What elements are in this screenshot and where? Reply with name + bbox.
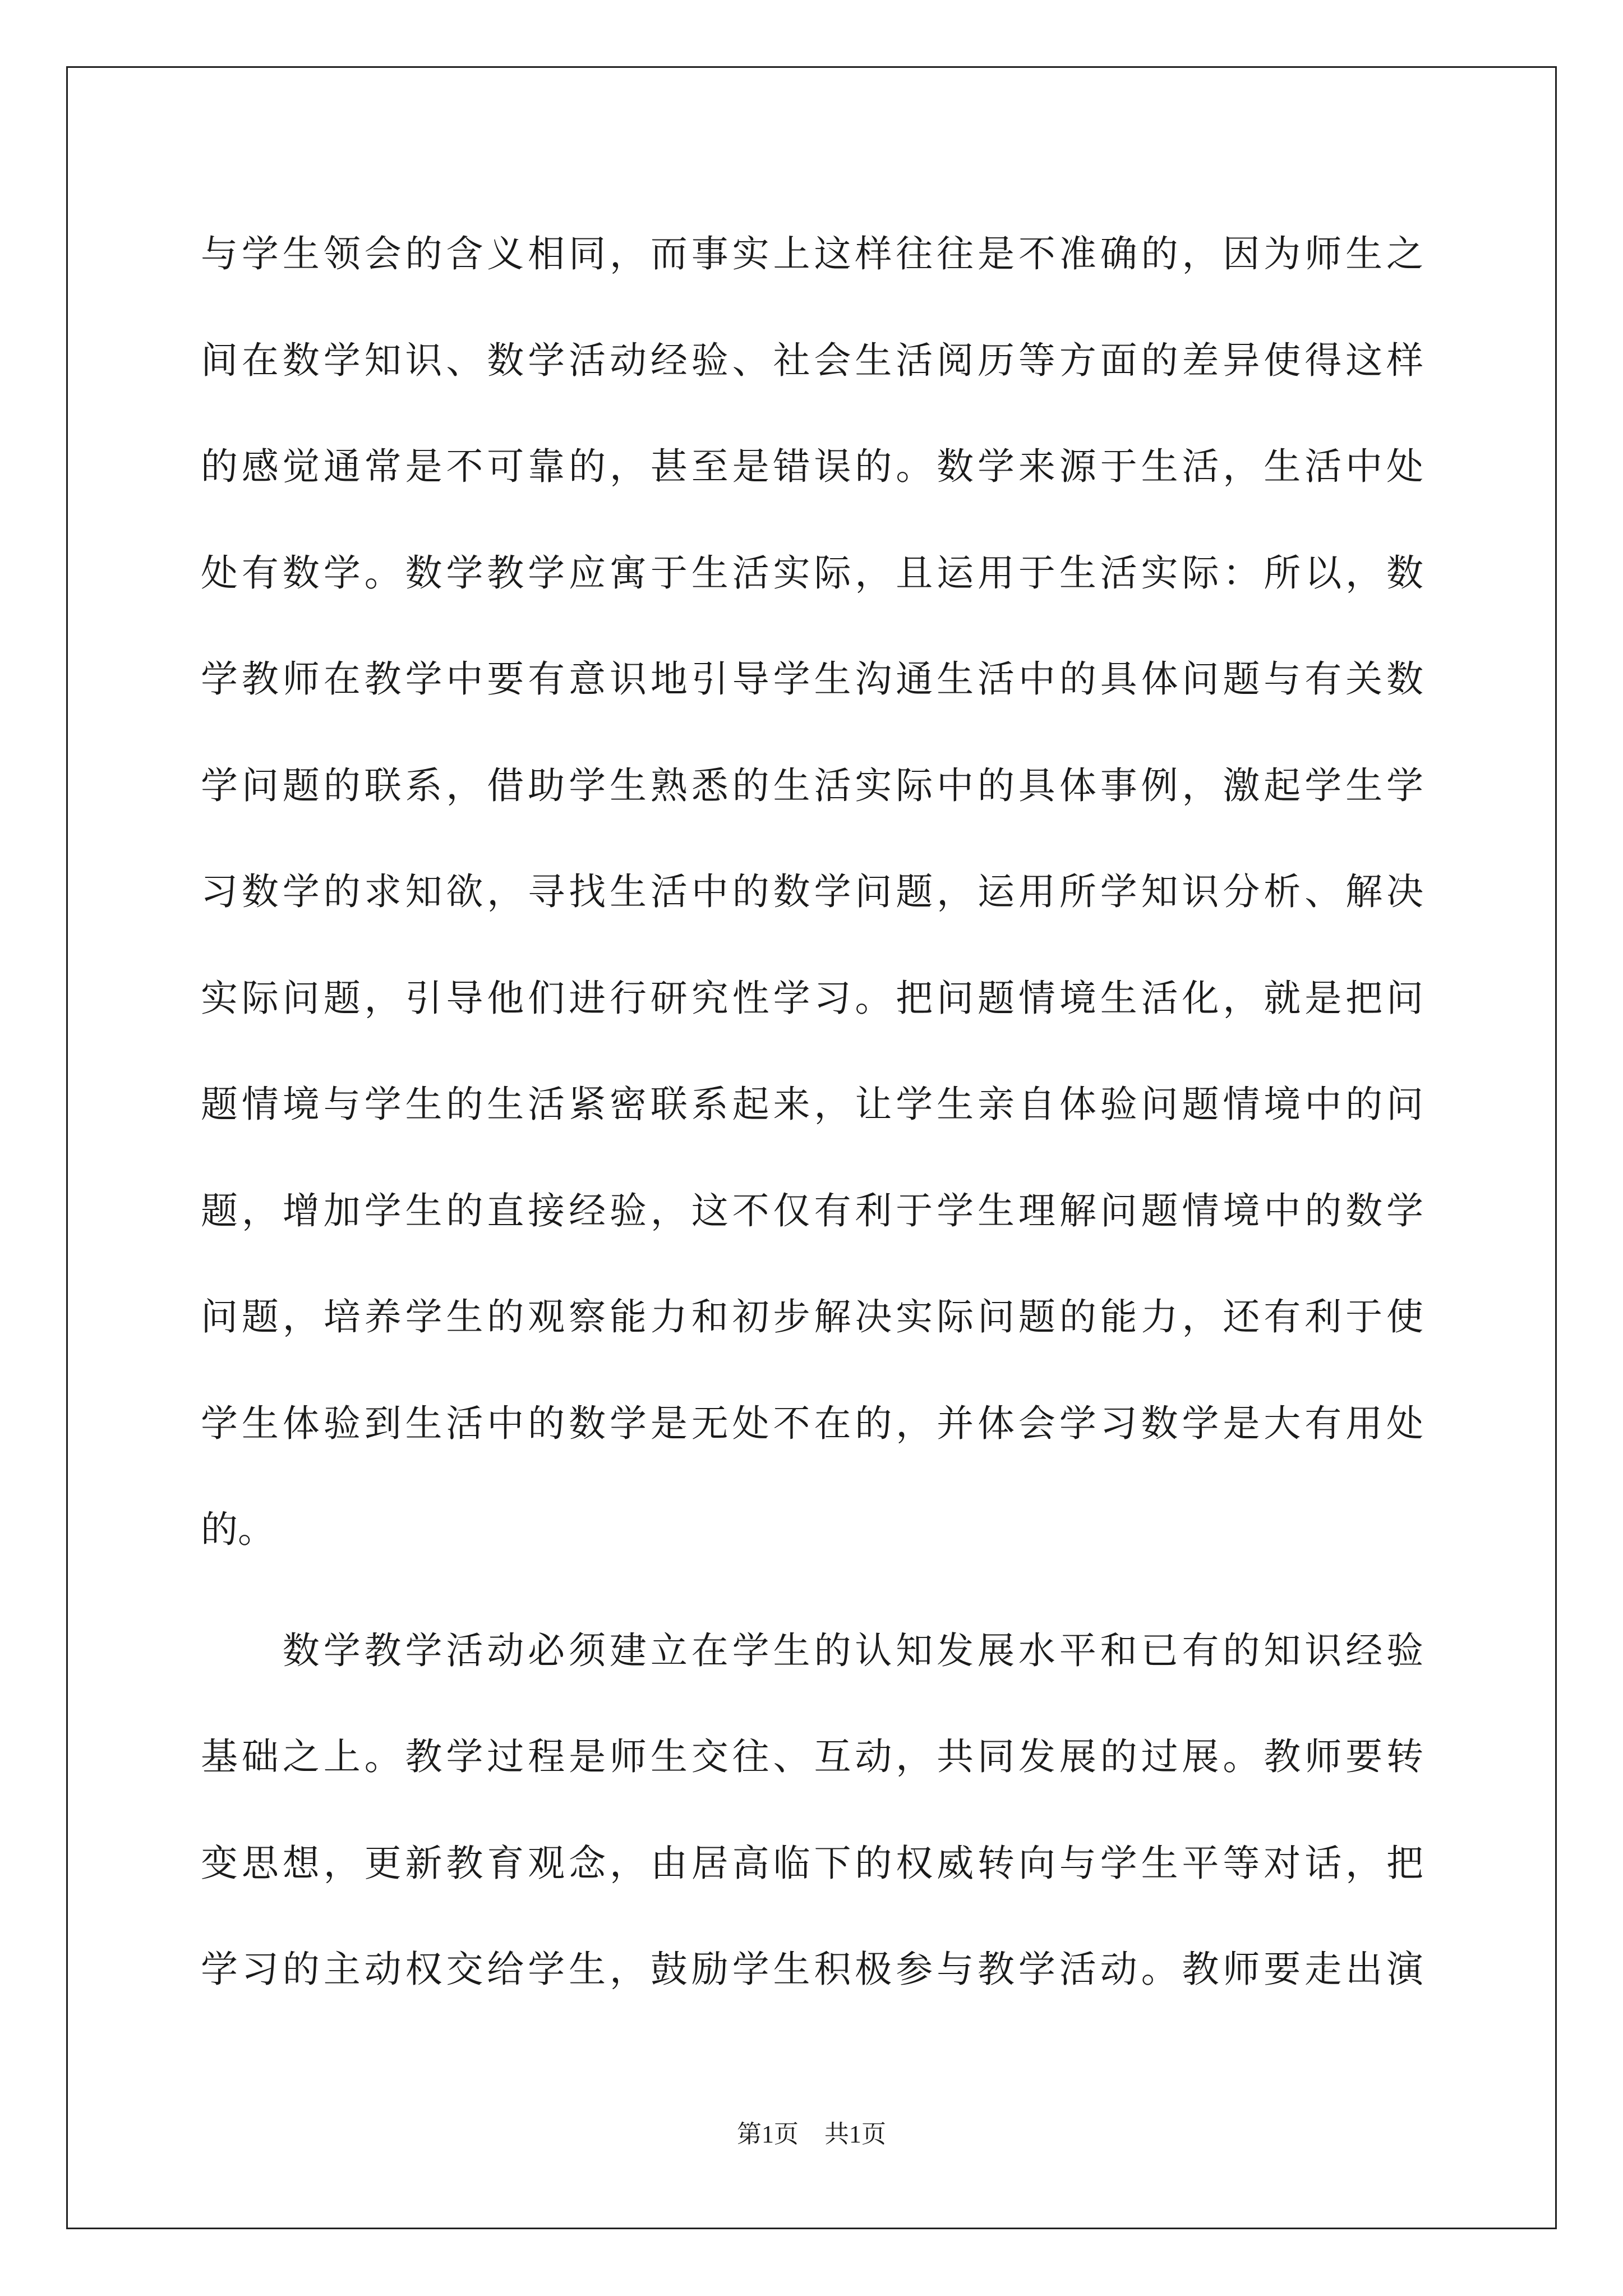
text-line: 问题，培养学生的观察能力和初步解决实际问题的能力，还有利于使 — [201, 1295, 1423, 1338]
text-line: 与学生领会的含义相同，而事实上这样往往是不准确的，因为师生之 — [201, 232, 1423, 275]
text-line: 基础之上。教学过程是师生交往、互动，共同发展的过展。教师要转 — [201, 1735, 1423, 1778]
paragraph-1 — [201, 201, 1423, 1583]
text-line: 学问题的联系，借助学生熟悉的生活实际中的具体事例，激起学生学 — [201, 763, 1423, 807]
page-number: 第1页 — [737, 2120, 799, 2148]
page-footer — [0, 2114, 1623, 2150]
document-body — [201, 201, 1423, 2023]
text-line: 学生体验到生活中的数学是无处不在的，并体会学习数学是大有用处 — [201, 1401, 1423, 1445]
text-line: 题，增加学生的直接经验，这不仅有利于学生理解问题情境中的数学 — [201, 1189, 1423, 1232]
text-line: 习数学的求知欲，寻找生活中的数学问题，运用所学知识分析、解决 — [201, 870, 1423, 913]
text-line: 的。 — [201, 1508, 275, 1551]
page-total: 共1页 — [824, 2120, 886, 2148]
text-line: 变思想，更新教育观念，由居高临下的权威转向与学生平等对话，把 — [201, 1841, 1423, 1885]
paragraph-spacer — [201, 1583, 1423, 1598]
text-line: 实际问题，引导他们进行研究性学习。把问题情境生活化，就是把问 — [201, 976, 1423, 1020]
text-line: 数学教学活动必须建立在学生的认知发展水平和已有的知识经验 — [201, 1628, 1423, 1672]
text-line: 的感觉通常是不可靠的，甚至是错误的。数学来源于生活，生活中处 — [201, 445, 1423, 488]
text-line: 间在数学知识、数学活动经验、社会生活阅历等方面的差异使得这样 — [201, 338, 1423, 382]
text-line: 处有数学。数学教学应寓于生活实际，且运用于生活实际：所以，数 — [201, 551, 1423, 595]
text-line: 题情境与学生的生活紧密联系起来，让学生亲自体验问题情境中的问 — [201, 1083, 1423, 1126]
text-line: 学习的主动权交给学生，鼓励学生积极参与教学活动。教师要走出演 — [201, 1948, 1423, 1991]
paragraph-2 — [201, 1598, 1423, 2023]
text-line: 学教师在教学中要有意识地引导学生沟通生活中的具体问题与有关数 — [201, 657, 1423, 701]
